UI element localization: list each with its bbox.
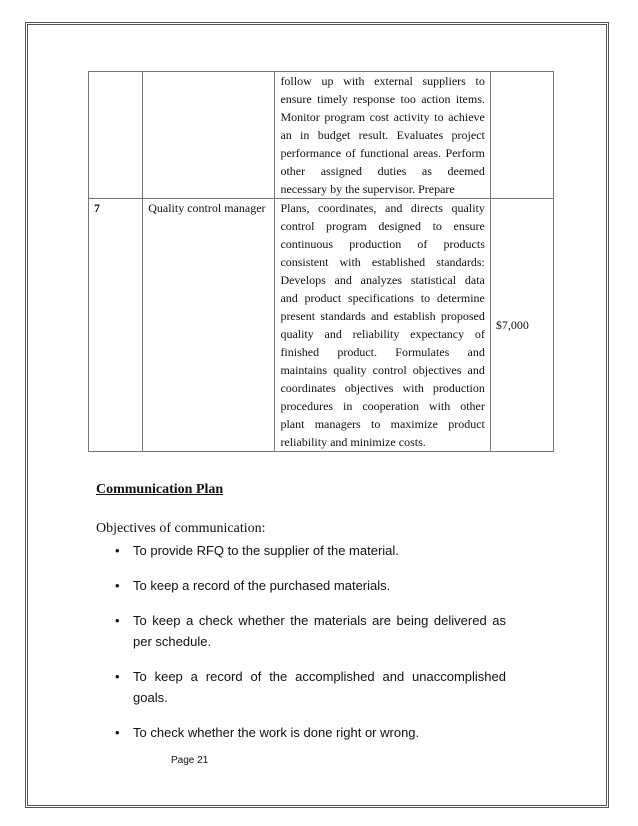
list-item xyxy=(113,722,506,743)
description-line: Monitor program cost activity to achieve xyxy=(280,110,485,124)
table-row xyxy=(89,72,554,199)
description-line: follow up with external suppliers to xyxy=(280,74,485,88)
job-description xyxy=(275,72,490,199)
position-title xyxy=(143,72,275,199)
position-title: Quality control manager xyxy=(143,199,275,452)
description-line: ensure timely response too action items. xyxy=(280,92,485,106)
list-item-text: To keep a record of the accomplished and unaccomplished goals. xyxy=(133,669,506,705)
bullet-icon: • xyxy=(115,669,120,684)
objectives-intro: Objectives of communication: xyxy=(96,521,266,536)
description-line: performance of functional areas. Perform xyxy=(280,146,485,160)
list-item xyxy=(113,610,506,652)
list-item-text: To keep a check whether the materials are being delivered as per schedule. xyxy=(133,613,506,649)
bullet-icon: • xyxy=(115,613,120,628)
bullet-icon: • xyxy=(115,725,120,740)
list-item xyxy=(113,666,506,708)
section-heading: Communication Plan xyxy=(96,482,224,497)
description-line: procedures in cooperation with other xyxy=(280,399,485,413)
description-line: continuous production of products xyxy=(280,237,485,251)
job-description xyxy=(275,199,490,452)
description-line: quality and reliability expectancy of xyxy=(280,327,485,341)
description-line: present standards and establish proposed xyxy=(280,309,485,323)
list-item xyxy=(113,540,506,561)
list-item-text: To keep a record of the purchased materials. xyxy=(133,578,391,593)
description-line: Plans, coordinates, and directs quality xyxy=(280,201,485,215)
salary: $7,000 xyxy=(490,199,553,452)
description-line: and product specifications to determine xyxy=(280,291,485,305)
list-item-text: To provide RFQ to the supplier of the material. xyxy=(133,543,399,558)
responsibility-table xyxy=(88,71,554,452)
bullet-icon: • xyxy=(115,543,120,558)
description-line: plant managers to maximize product xyxy=(280,417,485,431)
list-item-text: To check whether the work is done right or wrong. xyxy=(133,725,420,740)
description-line: finished product. Formulates and xyxy=(280,345,485,359)
description-line: Develops and analyzes statistical data xyxy=(280,273,485,287)
list-item xyxy=(113,575,506,596)
description-line: maintains quality control objectives and xyxy=(280,363,485,377)
description-line: consistent with established standards: xyxy=(280,255,485,269)
description-line: control program designed to ensure xyxy=(280,219,485,233)
row-number: 7 xyxy=(89,199,143,452)
table-row xyxy=(89,199,554,452)
description-line: coordinates objectives with production xyxy=(280,381,485,395)
row-number xyxy=(89,72,143,199)
bullet-icon: • xyxy=(115,578,120,593)
description-line: other assigned duties as deemed xyxy=(280,164,485,178)
salary xyxy=(490,72,553,199)
page-number: Page 21 xyxy=(171,755,209,766)
description-line: necessary by the supervisor. Prepare xyxy=(280,182,455,196)
objectives-list xyxy=(113,540,506,743)
description-line: an in budget result. Evaluates project xyxy=(280,128,485,142)
description-line: reliability and minimize costs. xyxy=(280,435,426,449)
